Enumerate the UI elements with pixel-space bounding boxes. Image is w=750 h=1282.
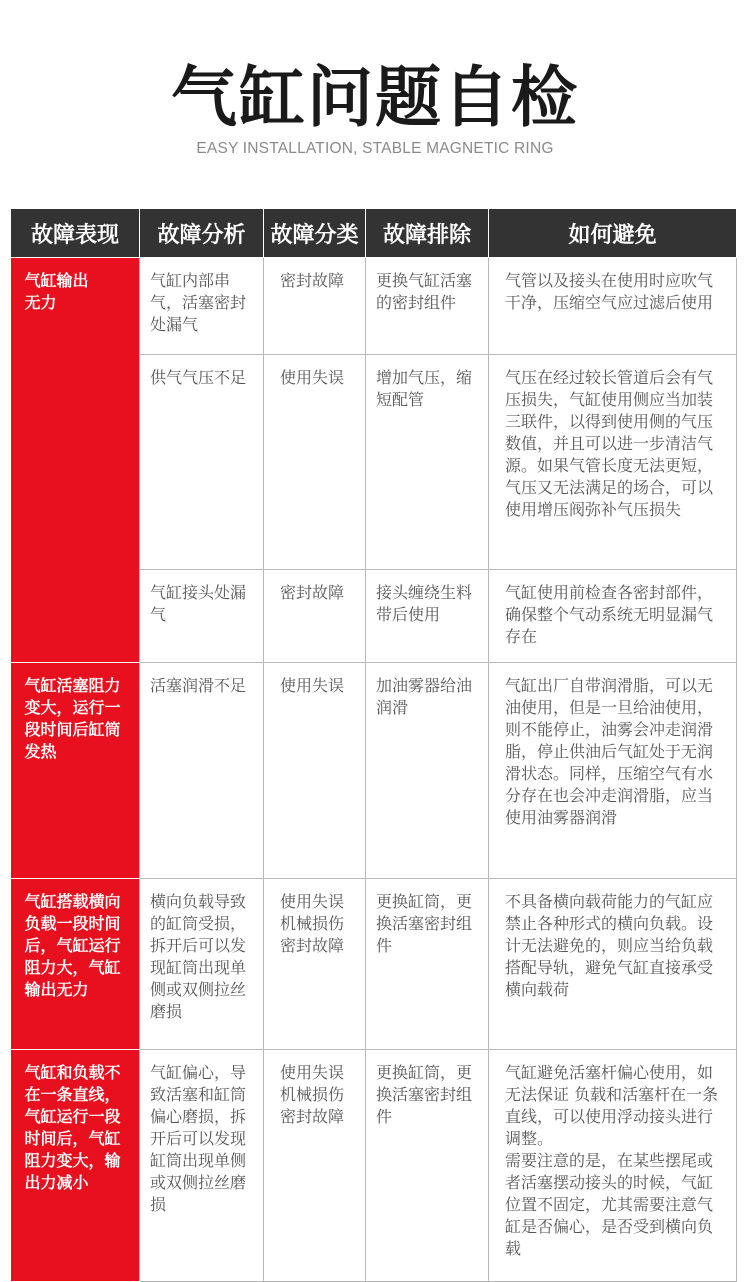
troubleshooting-table bbox=[10, 208, 737, 1282]
avoid-cell: 气压在经过较长管道后会有气压损失，气缸使用侧应当加装三联件，以得到使用侧的气压数值，并且可以进一步清洁气源。如果气管长度无法更短，气压又无法满足的场合，可以使用增压阀弥补气压损失 bbox=[489, 355, 737, 570]
analysis-cell: 气缸内部串气，活塞密封处漏气 bbox=[140, 258, 264, 355]
category-cell: 使用失误 bbox=[264, 355, 366, 570]
avoid-cell: 不具备横向载荷能力的气缸应禁止各种形式的横向负载。设计无法避免的，则应当给负载搭配导轨，避免气缸直接承受横向载荷 bbox=[489, 879, 737, 1050]
symptom-cell: 气缸活塞阻力变大，运行一段时间后缸筒发热 bbox=[11, 663, 140, 879]
table-header-row bbox=[11, 209, 737, 258]
symptom-cell: 气缸搭载横向负载一段时间后，气缸运行阻力大，气缸输出无力 bbox=[11, 879, 140, 1050]
avoid-cell: 气管以及接头在使用时应吹气干净，压缩空气应过滤后使用 bbox=[489, 258, 737, 355]
symptom-cell: 气缸输出 无力 bbox=[11, 258, 140, 663]
header-fix: 故障排除 bbox=[366, 209, 489, 258]
fix-cell: 接头缠绕生料带后使用 bbox=[366, 570, 489, 663]
analysis-cell: 横向负载导致的缸筒受损，拆开后可以发现缸筒出现单侧或双侧拉丝磨损 bbox=[140, 879, 264, 1050]
table-row bbox=[11, 663, 737, 879]
page-title: 气缸问题自检 bbox=[171, 59, 579, 136]
header-symptom: 故障表现 bbox=[11, 209, 140, 258]
table-row bbox=[11, 879, 737, 1050]
avoid-cell: 气缸使用前检查各密封部件，确保整个气动系统无明显漏气存在 bbox=[489, 570, 737, 663]
fix-cell: 更换缸筒，更换活塞密封组件 bbox=[366, 879, 489, 1050]
fix-cell: 增加气压，缩短配管 bbox=[366, 355, 489, 570]
header-analysis: 故障分析 bbox=[140, 209, 264, 258]
table-row bbox=[11, 258, 737, 355]
symptom-cell: 气缸和负载不在一条直线，气缸运行一段时间后，气缸阻力变大，输出力减小 bbox=[11, 1050, 140, 1282]
fix-cell: 加油雾器给油润滑 bbox=[366, 663, 489, 879]
header-avoid: 如何避免 bbox=[489, 209, 737, 258]
fix-cell: 更换气缸活塞的密封组件 bbox=[366, 258, 489, 355]
analysis-cell: 气缸接头处漏气 bbox=[140, 570, 264, 663]
analysis-cell: 气缸偏心，导致活塞和缸筒偏心磨损，拆开后可以发现缸筒出现单侧或双侧拉丝磨损 bbox=[140, 1050, 264, 1282]
page-subtitle: EASY INSTALLATION, STABLE MAGNETIC RING bbox=[196, 140, 554, 157]
category-cell: 使用失误机械损伤密封故障 bbox=[264, 1050, 366, 1282]
avoid-cell: 气缸避免活塞杆偏心使用，如无法保证 负载和活塞杆在一条直线，可以使用浮动接头进行调整。 需要注意的是，在某些摆尾或者活塞摆动接头的时候，气缸位置不固定，尤其需要注意气缸是否偏心，是否受到横向负载 bbox=[489, 1050, 737, 1282]
category-cell: 密封故障 bbox=[264, 258, 366, 355]
avoid-cell: 气缸出厂自带润滑脂，可以无油使用，但是一旦给油使用，则不能停止，油雾会冲走润滑脂，停止供油后气缸处于无润滑状态。同样，压缩空气有水分存在也会冲走润滑脂，应当使用油雾器润滑 bbox=[489, 663, 737, 879]
category-cell: 使用失误 bbox=[264, 663, 366, 879]
table-row bbox=[11, 1050, 737, 1282]
analysis-cell: 供气气压不足 bbox=[140, 355, 264, 570]
analysis-cell: 活塞润滑不足 bbox=[140, 663, 264, 879]
fix-cell: 更换缸筒，更换活塞密封组件 bbox=[366, 1050, 489, 1282]
category-cell: 使用失误机械损伤密封故障 bbox=[264, 879, 366, 1050]
header-category: 故障分类 bbox=[264, 209, 366, 258]
category-cell: 密封故障 bbox=[264, 570, 366, 663]
